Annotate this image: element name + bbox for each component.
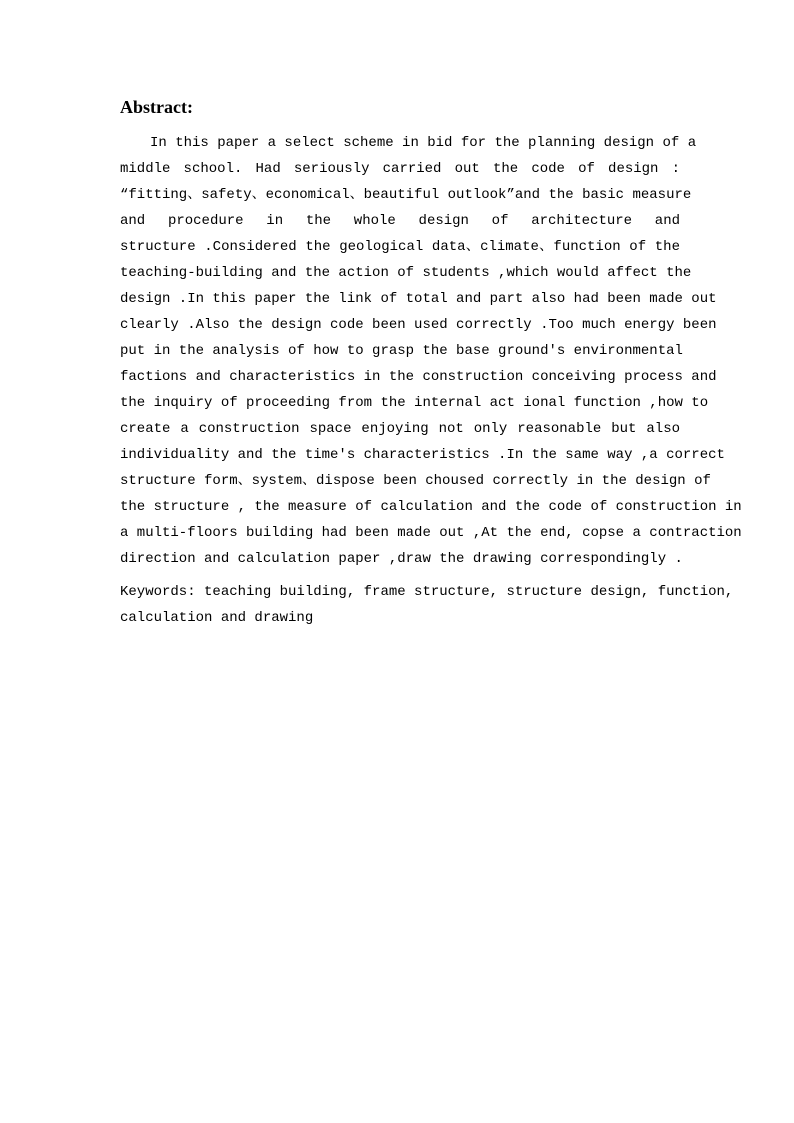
abstract-line: “fitting、safety、economical、beautiful outlook”and the basic measure	[120, 187, 692, 203]
abstract-line: In this paper a select scheme in bid for the planning design of a	[150, 135, 697, 151]
abstract-line: clearly .Also the design code been used correctly .Too much energy been	[120, 317, 717, 333]
abstract-line: individuality and the time′s characteristics .In the same way ,a correct	[120, 447, 725, 463]
abstract-line: teaching-building and the action of students ,which would affect the	[120, 265, 692, 281]
abstract-line: and procedure in the whole design of architecture and	[120, 213, 680, 229]
abstract-body	[120, 130, 742, 572]
abstract-line: put in the analysis of how to grasp the base ground′s environmental	[120, 343, 683, 359]
abstract-line: the inquiry of proceeding from the internal act ional function ,how to	[120, 395, 709, 411]
abstract-line: the structure , the measure of calculation and the code of construction in	[120, 499, 742, 515]
abstract-line: middle school. Had seriously carried out the code of design :	[120, 161, 680, 177]
keywords-line: Keywords: teaching building, frame structure, structure design, function,	[120, 584, 734, 600]
abstract-line: design .In this paper the link of total and part also had been made out	[120, 291, 717, 307]
abstract-line: create a construction space enjoying not only reasonable but also	[120, 421, 680, 437]
keywords-section	[120, 579, 734, 631]
abstract-line: structure form、system、dispose been choused correctly in the design of	[120, 473, 711, 489]
abstract-heading: Abstract:	[120, 97, 193, 117]
abstract-line: structure .Considered the geological data、climate、function of the	[120, 239, 680, 255]
abstract-line: a multi-floors building had been made out ,At the end, copse a contraction	[120, 525, 742, 541]
abstract-line: direction and calculation paper ,draw the drawing correspondingly .	[120, 551, 683, 567]
keywords-line: calculation and drawing	[120, 610, 314, 626]
abstract-line: factions and characteristics in the construction conceiving process and	[120, 369, 717, 385]
